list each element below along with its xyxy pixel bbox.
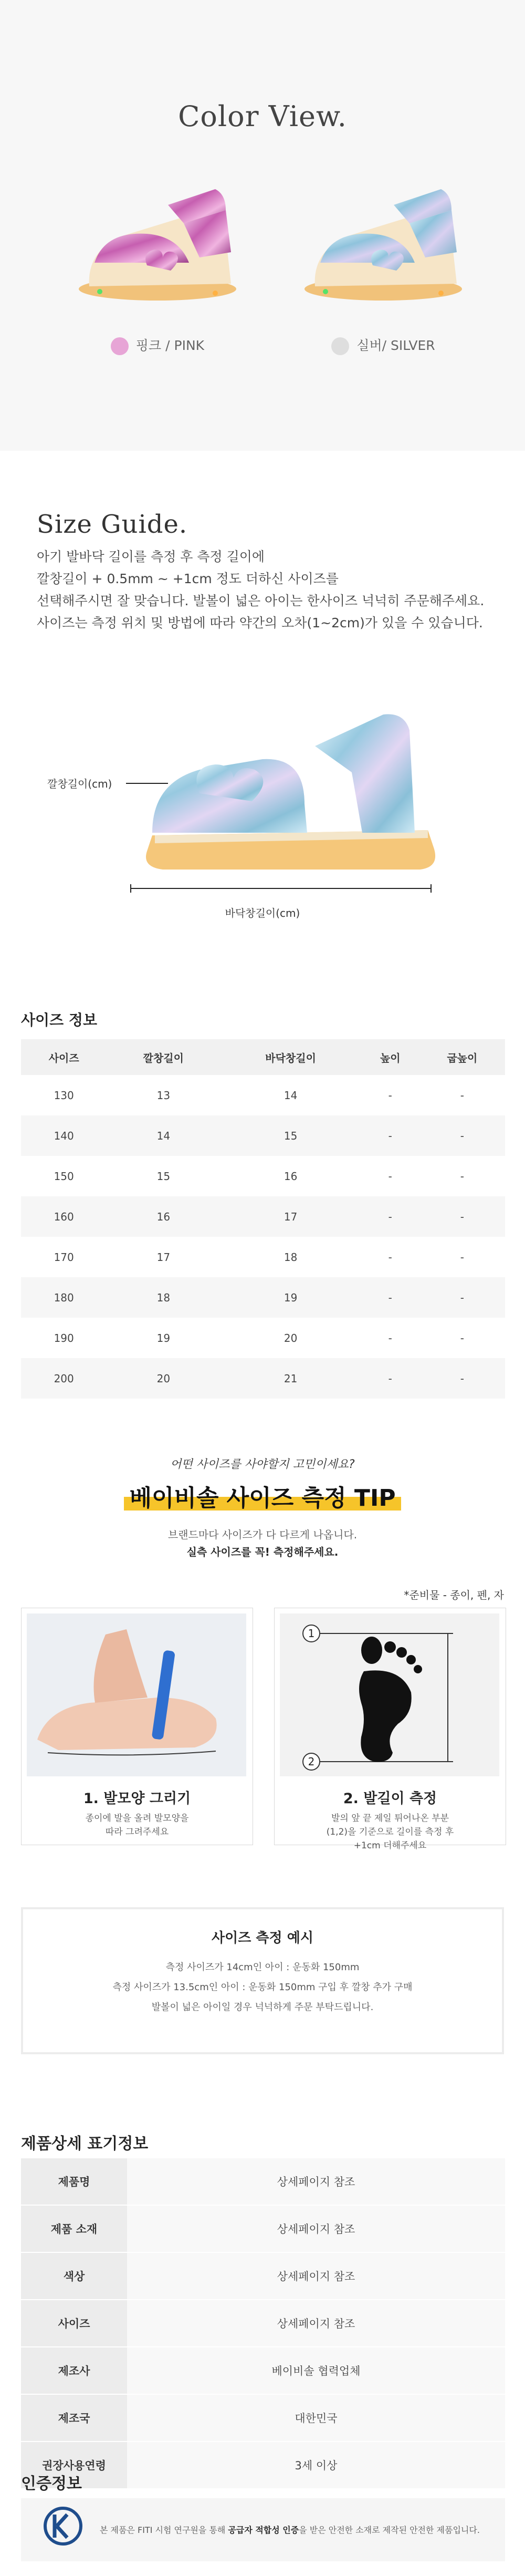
table-row (21, 1115, 505, 1156)
detail-row (21, 2300, 505, 2347)
size-guide-line: 선택해주시면 잘 맞습니다. 발볼이 넓은 아이는 한사이즈 넉넉히 주문해주세요. (37, 593, 485, 608)
size-guide-line: 깔창길이 + 0.5mm ~ +1cm 정도 더하신 사이즈를 (37, 571, 339, 586)
tip-card-title: 1. 발모양 그리기 (83, 1791, 191, 1807)
silver-sandal-image (284, 173, 483, 310)
table-cell: - (361, 1115, 419, 1156)
marker-1-label: 1 (308, 1627, 315, 1640)
detail-key: 제품 소재 (21, 2205, 127, 2252)
table-cell: 180 (21, 1277, 107, 1318)
pink-color-label (58, 335, 257, 355)
table-cell: 18 (107, 1277, 220, 1318)
table-cell: 19 (156, 1331, 171, 1344)
product-detail-title: 제품상세 표기정보 (21, 2135, 149, 2153)
size-guide-line: 아기 발바닥 길이를 측정 후 측정 길이에 (37, 549, 265, 564)
foot-drawing-illustration (27, 1613, 246, 1776)
detail-key: 제품명 (21, 2158, 127, 2205)
size-table (21, 1039, 505, 1399)
detail-value: 상세페이지 참조 (127, 2252, 505, 2300)
table-cell: 15 (156, 1170, 171, 1183)
size-info-title: 사이즈 정보 (21, 1011, 97, 1029)
tip-card-desc: 종이에 발을 올려 발모양을 (85, 1813, 189, 1824)
table-cell: 190 (54, 1331, 74, 1344)
table-cell: - (388, 1250, 392, 1264)
sole-length-label: 바닥창길이(cm) (225, 907, 300, 919)
detail-key: 제조국 (21, 2394, 127, 2441)
detail-key: 색상 (21, 2252, 127, 2300)
detail-key: 사이즈 (21, 2300, 127, 2347)
size-col-header: 사이즈 (21, 1039, 107, 1075)
tip-card-title: 2. 발길이 측정 (343, 1791, 437, 1807)
table-row (21, 1277, 505, 1318)
sole-length-line (131, 888, 430, 889)
table-cell: 14 (107, 1115, 220, 1156)
detail-value: 상세페이지 참조 (127, 2300, 505, 2347)
sole-col-header: 바닥창길이 (220, 1039, 361, 1075)
table-cell: 160 (21, 1196, 107, 1237)
kc-mark-icon (42, 2505, 84, 2547)
detail-row (21, 2252, 505, 2300)
supplies-note: *준비물 - 종이, 펜, 자 (404, 1589, 504, 1601)
table-cell: 170 (54, 1250, 74, 1264)
sole-line-tick-left (130, 884, 131, 893)
tip-card-desc: (1,2)을 기준으로 길이를 측정 후 (326, 1827, 454, 1837)
detail-key: 제조사 (21, 2347, 127, 2394)
table-cell: 19 (220, 1277, 361, 1318)
size-measure-diagram (42, 657, 483, 951)
table-cell: 18 (284, 1250, 298, 1264)
color-view-section (0, 0, 525, 451)
size-example-line: 측정 사이즈가 13.5cm인 아이 : 운동화 150mm 구입 후 깔창 추가 구매 (112, 1982, 413, 1993)
sole-line-tick-right (430, 884, 432, 893)
table-cell: - (419, 1358, 505, 1399)
table-row (21, 1196, 505, 1237)
table-row (21, 1075, 505, 1115)
detail-value: 상세페이지 참조 (127, 2205, 505, 2252)
detail-row (21, 2347, 505, 2394)
certification-text (100, 2523, 480, 2536)
table-cell: 17 (156, 1250, 171, 1264)
detail-row (21, 2158, 505, 2205)
table-cell: - (388, 1331, 392, 1344)
detail-row (21, 2205, 505, 2252)
tip-card-desc: +1cm 더해주세요 (353, 1840, 427, 1851)
color-option-silver (284, 173, 483, 363)
table-cell: 200 (21, 1358, 107, 1399)
size-table-header-row (21, 1039, 505, 1075)
table-row (21, 1358, 505, 1399)
detail-key: 권장사용연령 (21, 2441, 127, 2489)
marker-2-label: 2 (308, 1755, 315, 1768)
table-cell: 21 (220, 1358, 361, 1399)
table-cell: 15 (220, 1115, 361, 1156)
measure-length-diagram (280, 1613, 499, 1776)
size-example-line: 측정 사이즈가 14cm인 아이 : 운동화 150mm (165, 1962, 360, 1973)
tip-card-draw-foot (21, 1608, 253, 1845)
pink-sandal-image (58, 173, 257, 310)
pink-label-text: 핑크 / PINK (135, 338, 205, 353)
table-cell: - (388, 1170, 392, 1183)
draw-foot-photo (27, 1613, 246, 1776)
tip-card-desc: 따라 그려주세요 (105, 1827, 169, 1837)
detail-value: 3세 이상 (127, 2441, 505, 2489)
table-cell: 16 (284, 1170, 298, 1183)
size-example-line: 발볼이 넓은 아이일 경우 넉넉하게 주문 부탁드립니다. (151, 2002, 374, 2013)
table-cell: - (388, 1089, 392, 1102)
certification-title: 인증정보 (21, 2475, 82, 2493)
table-cell: 17 (220, 1196, 361, 1237)
table-cell: - (460, 1331, 464, 1344)
table-cell: 20 (284, 1331, 298, 1344)
product-detail-table (21, 2158, 505, 2489)
table-cell: 16 (107, 1196, 220, 1237)
color-view-title: Color View. (178, 100, 347, 133)
tip-card-measure-length (274, 1608, 506, 1851)
table-cell: - (460, 1089, 464, 1102)
table-cell: 140 (21, 1115, 107, 1156)
table-cell: - (460, 1250, 464, 1264)
cert-text-pre: 본 제품은 FITI 시험 연구원을 통해 (100, 2525, 228, 2535)
size-example-title: 사이즈 측정 예시 (212, 1930, 313, 1946)
table-cell: 130 (54, 1089, 74, 1102)
detail-value: 상세페이지 참조 (127, 2158, 505, 2205)
insole-line (126, 783, 168, 784)
cert-text-bold: 공급자 적합성 인증 (228, 2525, 299, 2535)
heel-col-header: 굽높이 (419, 1039, 505, 1075)
table-cell: - (419, 1196, 505, 1237)
tip-subtitle-bold: 실측 사이즈를 꼭! 측정해주세요. (186, 1546, 339, 1558)
color-option-pink (58, 173, 257, 363)
table-cell: - (361, 1358, 419, 1399)
tip-card-desc: 발의 앞 끝 제일 튀어나온 부분 (331, 1813, 449, 1824)
table-cell: - (419, 1277, 505, 1318)
table-cell: 13 (156, 1089, 171, 1102)
table-cell: - (460, 1170, 464, 1183)
detail-row (21, 2394, 505, 2441)
cert-text-post: 을 받은 안전한 소재로 제작된 안전한 제품입니다. (299, 2525, 480, 2535)
height-col-header: 높이 (361, 1039, 419, 1075)
silver-swatch (331, 337, 349, 355)
table-cell: 150 (54, 1170, 74, 1183)
size-guide-title: Size Guide. (37, 510, 188, 539)
table-row (21, 1156, 505, 1196)
table-cell: - (419, 1115, 505, 1156)
table-row (21, 1237, 505, 1277)
tip-subtitle: 브랜드마다 사이즈가 다 다르게 나옵니다. (167, 1528, 358, 1541)
tip-title-text: 베이비솔 사이즈 측정 TIP (129, 1485, 396, 1512)
pink-swatch (111, 337, 129, 355)
table-cell: 20 (107, 1358, 220, 1399)
insole-length-label: 깔창길이(cm) (47, 778, 112, 790)
detail-value: 대한민국 (127, 2394, 505, 2441)
detail-row (21, 2441, 505, 2489)
tip-title-wrap (0, 1479, 525, 1513)
size-guide-line: 사이즈는 측정 위치 및 방법에 따라 약간의 오차(1~2cm)가 있을 수 있습니다. (37, 615, 483, 630)
insole-col-header: 깔창길이 (107, 1039, 220, 1075)
table-cell: 14 (284, 1089, 298, 1102)
table-row (21, 1318, 505, 1358)
silver-label-text: 실버/ SILVER (356, 338, 435, 353)
table-cell: - (361, 1277, 419, 1318)
tip-title (124, 1479, 401, 1513)
detail-value: 베이비솔 협력업체 (127, 2347, 505, 2394)
silver-color-label (284, 335, 483, 355)
tip-script-text: 어떤 사이즈를 사야할지 고민이세요? (170, 1458, 355, 1471)
table-cell: - (361, 1196, 419, 1237)
